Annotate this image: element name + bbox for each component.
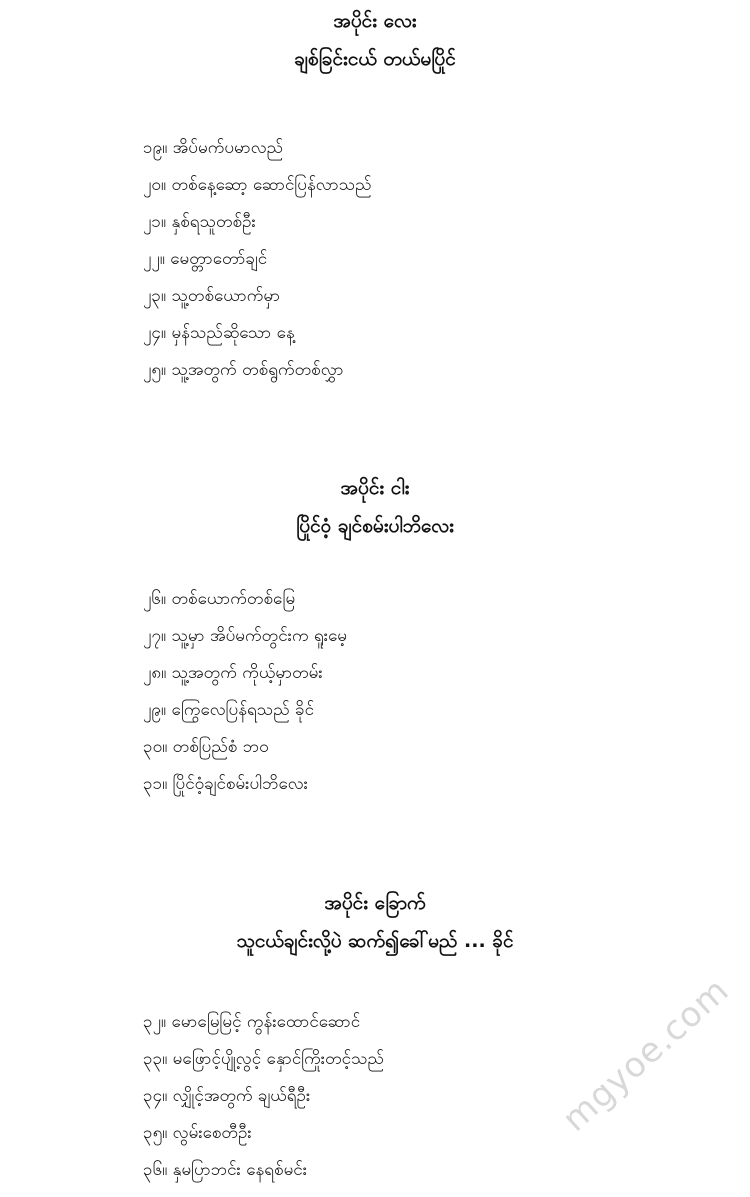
chapter-item: ၂၄။ မှန်သည်ဆိုသော နေ့ xyxy=(143,323,295,343)
chapter-item: ၃၄။ လျှိုင့်အတွက် ချယ်ရီဦး xyxy=(143,1086,311,1106)
chapter-item: ၃၁။ ပြိုင်ဝံ့ချင်စမ်းပါဘိလေး xyxy=(143,774,308,794)
part-four-section xyxy=(0,8,750,380)
part-five-section xyxy=(0,475,750,794)
chapter-item: ၃၆။ နှမပြာဘင်း နေရစ်မင်း xyxy=(143,1160,308,1180)
part-subtitle: သူငယ်ချင်းလို့ပဲ ဆက်၍ခေါ်မည် ... ခိုင် xyxy=(236,930,514,952)
chapter-item: ၁၉။ အိပ်မက်ပမာလည် xyxy=(143,138,284,158)
chapter-item: ၃၀။ တစ်ပြည်စံ ဘဝ xyxy=(143,737,269,757)
chapter-item: ၂၂။ မေတ္တာတော်ချင် xyxy=(143,249,268,269)
chapter-item: ၃၂။ မောမြေမြင့် ကွန်းထောင်ဆောင် xyxy=(143,1012,361,1032)
watermark: mgyoe.com xyxy=(555,970,738,1140)
chapter-item: ၂၈။ သူ့အတွက် ကိုယ့်မှာတမ်း xyxy=(143,663,323,683)
chapter-list xyxy=(143,136,372,395)
chapter-item: ၂၉။ ကြွေလေပြန်ရသည် ခိုင် xyxy=(143,700,315,720)
chapter-item: ၂၅။ သူ့အတွက် တစ်ရွက်တစ်လွှာ xyxy=(143,360,344,380)
part-heading: အပိုင်း ခြောက် xyxy=(324,892,426,914)
chapter-item: ၂၀။ တစ်နေ့ဆော့ ဆောင်ပြန်လာသည် xyxy=(143,175,372,195)
chapter-item: ၃၅။ လွမ်းစေတီဦး xyxy=(143,1123,252,1143)
chapter-item: ၂၁။ နှစ်ရသူတစ်ဦး xyxy=(143,212,256,232)
part-subtitle: ပြိုင်ဝံ့ ချင်စမ်းပါဘိလေး xyxy=(296,515,454,537)
chapter-item: ၂၃။ သူ့တစ်ယောက်မှာ xyxy=(143,286,281,306)
chapter-list xyxy=(143,1010,384,1195)
chapter-item: ၃၃။ မဖြောင့်ပျို့လွင့် နှောင်ကြိုးတင့်သည် xyxy=(143,1049,384,1069)
chapter-item: ၂၆။ တစ်ယောက်တစ်မြေ xyxy=(143,589,296,609)
part-heading: အပိုင်း လေး xyxy=(333,10,417,32)
part-heading: အပိုင်း ငါး xyxy=(340,477,410,499)
chapter-item: ၂၇။ သူ့မှာ အိပ်မက်တွင်းက ရူးမေ့ xyxy=(143,626,348,646)
part-subtitle: ချစ်ခြင်းငယ် တယ်မပြိုင် xyxy=(294,48,456,70)
chapter-list xyxy=(143,587,347,809)
